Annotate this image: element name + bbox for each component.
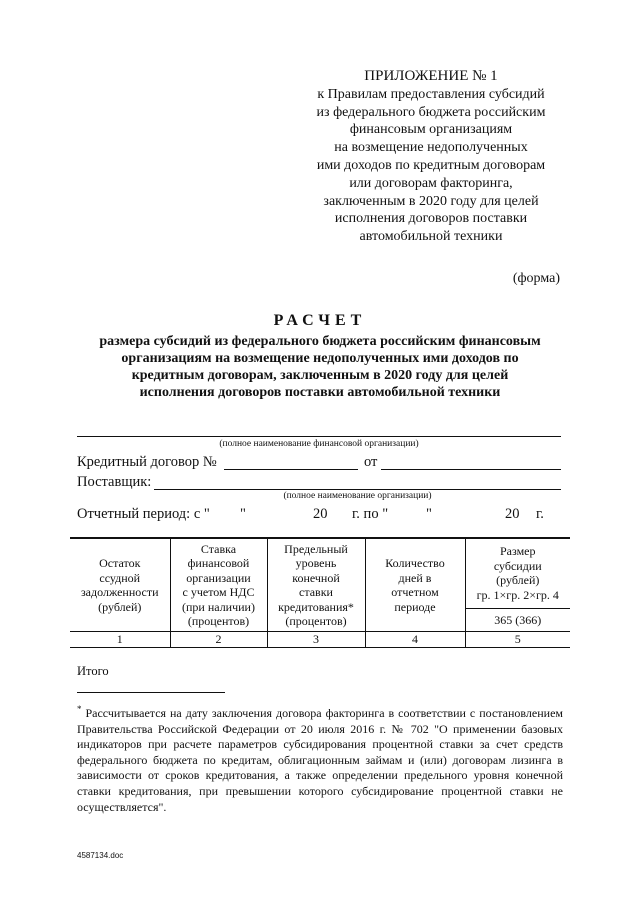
appendix-line: финансовым организациям: [349, 122, 513, 138]
appendix-line: автомобильной техники: [359, 229, 503, 245]
org-name-caption: (полное наименование финансовой организации): [219, 439, 419, 449]
header-cell-subsidy: Размер субсидии (рублей) гр. 1×гр. 2×гр. 4: [465, 538, 570, 608]
header-cell-balance: Остаток ссудной задолженности (рублей): [70, 538, 170, 632]
calculation-table-wrapper: [70, 537, 570, 648]
period-quote: ": [240, 506, 246, 522]
appendix-block: [300, 68, 562, 246]
total-label: Итого: [77, 664, 109, 678]
supplier-caption: (полное наименование организации): [283, 491, 432, 501]
supplier-label: Поставщик:: [77, 474, 152, 490]
appendix-line: исполнения договоров поставки: [334, 211, 528, 227]
period-year-prefix: 20: [313, 506, 328, 522]
credit-contract-date-field[interactable]: [381, 469, 561, 470]
footnote-separator: [77, 692, 225, 693]
calculation-table: [70, 537, 570, 648]
column-number: 3: [267, 632, 365, 648]
period-year-prefix: 20: [505, 506, 520, 522]
credit-contract-number-field[interactable]: [224, 469, 358, 470]
period-quote: ": [426, 506, 432, 522]
footnote-mark: *: [77, 704, 82, 714]
supplier-field[interactable]: [154, 489, 561, 490]
appendix-line: ими доходов по кредитным договорам: [316, 157, 546, 173]
header-cell-rate: Ставка финансовой организации с учетом НДС (при наличии) (процентов): [170, 538, 267, 632]
document-subtitle: [70, 333, 570, 401]
subtitle-line: организациям на возмещение недополученных ими доходов по: [121, 351, 519, 366]
appendix-title: ПРИЛОЖЕНИЕ № 1: [364, 68, 498, 84]
period-label: Отчетный период: с ": [77, 506, 210, 522]
header-cell-denominator: 365 (366): [465, 608, 570, 631]
header-cell-days: Количество дней в отчетном периоде: [365, 538, 465, 632]
document-title: РАСЧЕТ: [273, 312, 367, 329]
footnote: [77, 702, 563, 815]
credit-contract-label: Кредитный договор №: [77, 454, 217, 470]
form-mark: (форма): [512, 271, 560, 286]
subtitle-line: кредитным договорам, заключенным в 2020 году для целей: [131, 368, 509, 383]
period-year-suffix: г.: [536, 506, 544, 522]
column-number: 4: [365, 632, 465, 648]
column-number: 5: [465, 632, 570, 648]
appendix-line: из федерального бюджета российским: [316, 104, 546, 120]
org-name-field-line[interactable]: [77, 436, 561, 437]
appendix-line: заключенным в 2020 году для целей: [323, 193, 539, 209]
appendix-line: на возмещение недополученных: [334, 140, 528, 156]
period-to-label: г. по ": [352, 506, 389, 522]
column-number: 1: [70, 632, 170, 648]
header-cell-limit-rate: Предельный уровень конечной ставки кредитования* (процентов): [267, 538, 365, 632]
appendix-line: к Правилам предоставления субсидий: [317, 86, 545, 102]
subtitle-line: размера субсидий из федерального бюджета российским финансовым: [99, 334, 541, 349]
footnote-text: Рассчитывается на дату заключения договора факторинга в соответствии с постановлением Правительства Российской Федерации от 20 июля 2016 г. № 702 "О применении базовых индикаторов при расчете параметров субсидирования процентной ставки за счет средств федерального бюджета по кредитам, облигационным займам и (или) договорам лизинга в зависимости от сроков кредитования, а также определении предельного уровня конечной ставки кредитования, при превышении которого субсидирование процентной ставки не осуществляется".: [77, 706, 563, 814]
column-number: 2: [170, 632, 267, 648]
document-id: 4587134.doc: [77, 851, 124, 860]
subtitle-line: исполнения договоров поставки автомобильной техники: [139, 385, 501, 400]
from-label: от: [364, 454, 378, 470]
appendix-line: или договорам факторинга,: [349, 175, 513, 191]
